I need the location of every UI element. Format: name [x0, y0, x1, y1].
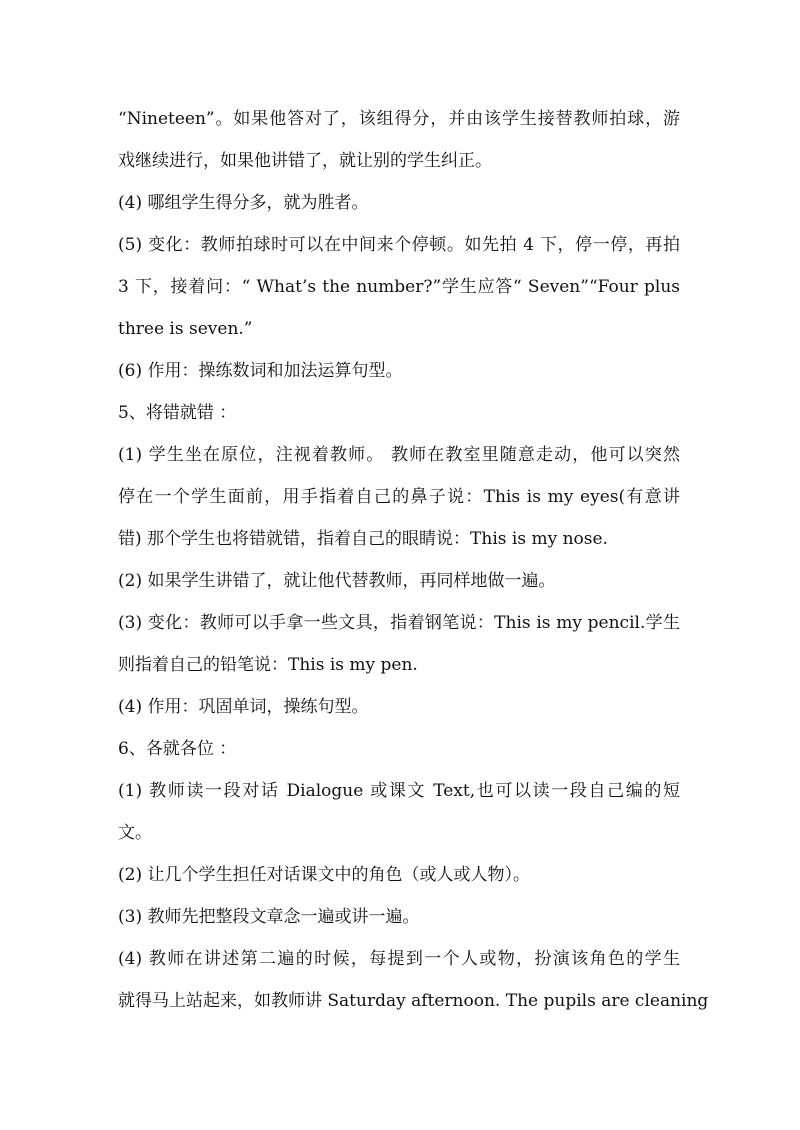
text-line: 停在一个学生面前，用手指着自己的鼻子说：This is my eyes(有意讲: [118, 487, 680, 507]
text-line: 3 下，接着问：“ What’s the number?”学生应答“ Seven”“Four plus: [118, 277, 680, 297]
document-body: [118, 98, 709, 1022]
text-line: (4) 哪组学生得分多，就为胜者。: [118, 193, 369, 213]
text-line: 文。: [118, 823, 152, 843]
text-line: 错) 那个学生也将错就错，指着自己的眼睛说：This is my nose.: [118, 529, 608, 549]
text-line: (1) 学生坐在原位，注视着教师。 教师在教室里随意走动，他可以突然: [118, 445, 680, 465]
text-line: (6) 作用：操练数词和加法运算句型。: [118, 361, 403, 381]
text-line: (2) 如果学生讲错了，就让他代替教师，再同样地做一遍。: [118, 571, 556, 591]
section-heading: 6、各就各位 ：: [118, 739, 237, 759]
text-line: 戏继续进行，如果他讲错了，就让别的学生纠正。: [118, 151, 492, 171]
text-line: “Nineteen”。如果他答对了，该组得分，并由该学生接替教师拍球，游: [118, 109, 680, 129]
text-line: (3) 变化：教师可以手拿一些文具，指着钢笔说：This is my pencil.学生: [118, 613, 680, 633]
text-line: (4) 教师在讲述第二遍的时候，每提到一个人或物，扮演该角色的学生: [118, 949, 680, 969]
text-line: 则指着自己的铅笔说：This is my pen.: [118, 655, 418, 675]
text-line: 就得马上站起来，如教师讲 Saturday afternoon. The pupils are cleaning: [118, 991, 709, 1011]
text-line: (3) 教师先把整段文章念一遍或讲一遍。: [118, 907, 420, 927]
text-line: (5) 变化：教师拍球时可以在中间来个停顿。如先拍 4 下，停一停，再拍: [118, 235, 680, 255]
section-heading: 5、将错就错 ：: [118, 403, 237, 423]
text-line: (4) 作用：巩固单词，操练句型。: [118, 697, 369, 717]
text-line: three is seven.”: [118, 319, 253, 339]
text-line: (1) 教师读一段对话 Dialogue 或课文 Text,也可以读一段自己编的短: [118, 781, 680, 801]
text-line: (2) 让几个学生担任对话课文中的角色（或人或人物）。: [118, 865, 530, 885]
